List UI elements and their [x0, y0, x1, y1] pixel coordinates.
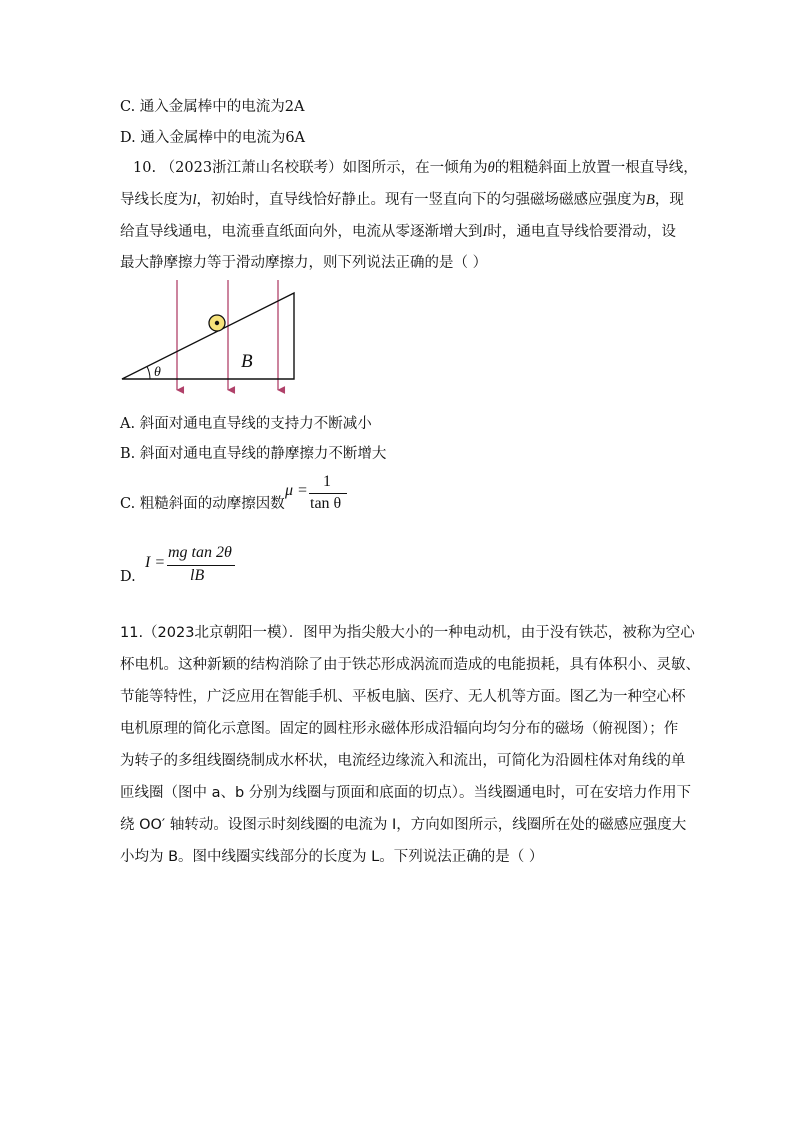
- question-11-line: 绕 OO′ 轴转动。设图示时刻线圈的电流为 I，方向如图所示，线圈所在处的磁感应强度大: [120, 817, 687, 833]
- question-11-line: 匝线圈（图中 a、b 分别为线圈与顶面和底面的切点）。当线圈通电时，可在安培力作用下: [120, 785, 692, 801]
- q10-text: ，初始时，直导线恰好静止。现有一竖直向下的匀强磁场磁感应强度为: [196, 192, 647, 208]
- current-denominator: lB: [190, 567, 205, 584]
- wire-dot: [215, 321, 219, 325]
- question-11-line: 杯电机。这种新颖的结构消除了由于铁芯形成涡流而造成的电能损耗，具有体积小、灵敏、: [120, 657, 700, 673]
- question-11-line: 节能等特性，广泛应用在智能手机、平板电脑、医疗、无人机等方面。图乙为一种空心杯: [120, 689, 686, 705]
- q10-text: 给直导线通电，电流垂直纸面向外，电流从零逐渐增大到: [120, 224, 483, 240]
- question-11-line: 11.（2023北京朝阳一模）．图甲为指尖般大小的一种电动机，由于没有铁芯，被称为空心: [120, 625, 695, 641]
- question-11-line: 为转子的多组线圈绕制成水杯状，电流经边缘流入和流出，可简化为沿圆柱体对角线的单: [120, 753, 686, 769]
- q10-text: 导线长度为: [120, 192, 193, 208]
- question-10-line-2: [120, 190, 684, 210]
- option-d-label: D.: [120, 569, 136, 585]
- incline-triangle: [122, 293, 294, 379]
- incline-figure: [110, 278, 350, 398]
- option-c: C. 通入金属棒中的电流为2A: [120, 99, 305, 115]
- angle-arc: [147, 367, 150, 380]
- current-symbol: I: [482, 224, 488, 240]
- length-symbol: l: [192, 192, 197, 208]
- current-lhs: I =: [145, 554, 166, 571]
- option-b: B. 斜面对通电直导线的静摩擦力不断增大: [120, 446, 387, 462]
- current-fraction-bar: [167, 565, 235, 566]
- option-d: D. 通入金属棒中的电流为6A: [120, 130, 306, 146]
- mu-numerator: 1: [323, 473, 331, 490]
- mu-fraction-bar: [309, 493, 347, 494]
- option-a: A. 斜面对通电直导线的支持力不断减小: [120, 416, 372, 432]
- q10-text: 时，通电直导线恰要滑动，设: [487, 224, 676, 240]
- option-c-text: C. 粗糙斜面的动摩擦因数: [120, 496, 285, 512]
- question-10-line-4: 最大静摩擦力等于滑动摩擦力，则下列说法正确的是（ ）: [120, 255, 488, 271]
- question-10-line-3: [120, 222, 676, 242]
- angle-label: θ: [154, 365, 161, 380]
- theta-symbol: θ: [487, 160, 495, 176]
- question-10-line-1: [133, 158, 698, 178]
- q10-text: 10. （2023浙江萧山名校联考）如图所示，在一倾角为: [133, 160, 488, 176]
- q10-text: 的粗糙斜面上放置一根直导线，: [494, 160, 698, 176]
- question-11-line: 电机原理的简化示意图。固定的圆柱形永磁体形成沿辐向均匀分布的磁场（俯视图）；作: [120, 721, 679, 737]
- current-numerator: mg tan 2θ: [168, 544, 232, 561]
- q10-text: ，现: [654, 192, 684, 208]
- field-label: B: [241, 351, 253, 372]
- field-symbol: B: [646, 192, 655, 208]
- question-11-line: 小均为 B。图中线圈实线部分的长度为 L。下列说法正确的是（ ）: [120, 849, 544, 865]
- mu-denominator: tan θ: [310, 495, 342, 512]
- mu-lhs: μ =: [285, 482, 308, 499]
